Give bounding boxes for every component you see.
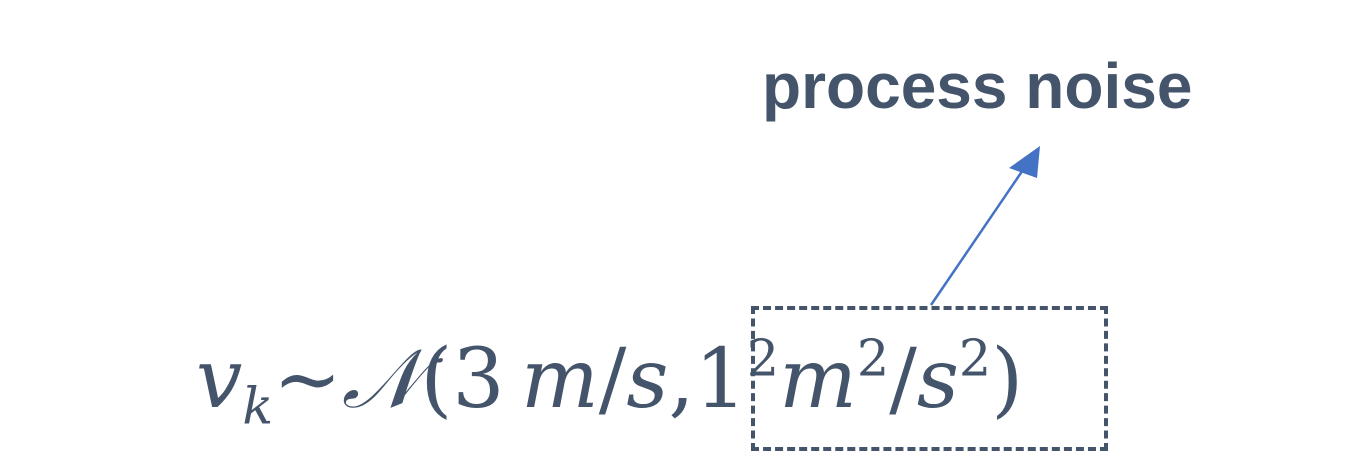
open-paren: ( <box>420 332 453 427</box>
velocity-variable: v <box>196 332 243 427</box>
variance-exponent: 2 <box>746 328 780 388</box>
variance-unit-meters-exponent: 2 <box>856 328 890 388</box>
close-paren: ) <box>991 332 1024 427</box>
mean-unit-meters: m <box>520 332 599 427</box>
variance-unit-slash: / <box>889 332 917 427</box>
mean-value: 3 <box>452 332 505 427</box>
mean-unit-slash: / <box>598 332 627 427</box>
variance-unit-seconds: s <box>916 332 959 427</box>
variance-unit-meters: m <box>779 332 857 427</box>
distributed-as-symbol: ~ <box>273 332 342 427</box>
arrow-head <box>1009 146 1040 178</box>
mean-unit-seconds: s <box>626 332 669 427</box>
normal-distribution-symbol: 𝒩 <box>341 332 421 427</box>
time-index-subscript: k <box>242 376 274 436</box>
arrow-shaft <box>931 164 1027 305</box>
variance-unit-seconds-exponent: 2 <box>958 328 992 388</box>
variance-base: 1 <box>694 332 747 427</box>
comma: , <box>668 332 695 427</box>
variance-highlight-box <box>751 306 1108 451</box>
process-noise-label: process noise <box>762 50 1193 122</box>
